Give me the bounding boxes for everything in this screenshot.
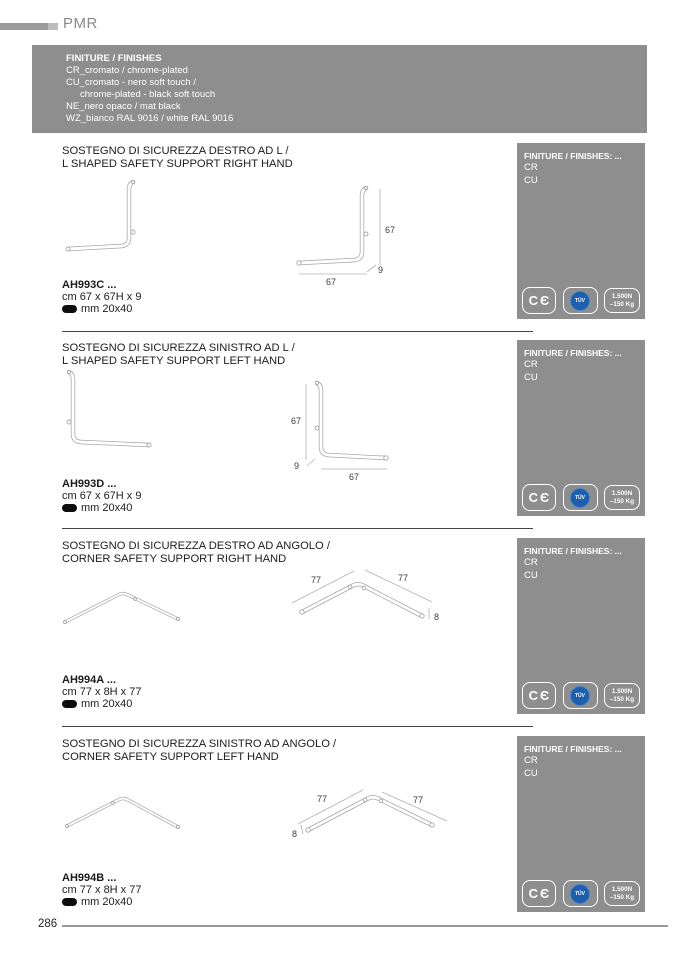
finish-code: CR	[524, 162, 538, 173]
ce-certification-icon: CЄ	[522, 880, 556, 907]
dim-label: 9	[378, 265, 384, 275]
dim-label: 67	[290, 416, 301, 426]
page-number: 286	[38, 918, 58, 930]
section-divider	[62, 726, 533, 727]
finishes-legend	[32, 45, 647, 133]
product-title-en: CORNER SAFETY SUPPORT RIGHT HAND	[62, 553, 287, 565]
finishes-panel	[517, 736, 645, 912]
certification-badges	[522, 682, 640, 709]
brand-label: PMR	[63, 15, 98, 32]
tuv-certification-icon: TÜV	[563, 682, 598, 709]
load-rating-badge: 1.500N –150 Kg	[604, 288, 640, 313]
product-tube: mm 20x40	[62, 698, 141, 710]
dim-label: 77	[316, 794, 328, 804]
finish-code: CR	[524, 557, 538, 568]
product-code-block	[62, 478, 141, 514]
product-title-en: CORNER SAFETY SUPPORT LEFT HAND	[62, 751, 279, 763]
brand-bar-tip	[48, 23, 58, 30]
dim-label: 77	[310, 575, 322, 585]
footer-rule	[62, 925, 668, 927]
product-title-it: SOSTEGNO DI SICUREZZA DESTRO AD ANGOLO /	[62, 540, 330, 552]
product-code-block	[62, 872, 141, 908]
tube-profile-icon	[62, 700, 77, 708]
legend-line: chrome-plated - black soft touch	[80, 89, 216, 101]
product-code: AH993D ...	[62, 478, 117, 490]
product-drawing-l-right	[55, 172, 405, 290]
product-section-ah994a	[0, 538, 677, 726]
product-title-en: L SHAPED SAFETY SUPPORT RIGHT HAND	[62, 158, 293, 170]
product-section-ah993d	[0, 340, 677, 528]
dim-label: 9	[293, 461, 299, 471]
product-drawing-l-left	[55, 362, 405, 490]
product-tube: mm 20x40	[62, 896, 141, 908]
product-dimensions: cm 67 x 67H x 9	[62, 490, 142, 502]
panel-title: FINITURE / FINISHES: ...	[524, 546, 622, 556]
ce-certification-icon: CЄ	[522, 287, 556, 314]
product-dimensions: cm 67 x 67H x 9	[62, 291, 142, 303]
ce-certification-icon: CЄ	[522, 484, 556, 511]
legend-line: CU_cromato - nero soft touch /	[66, 77, 196, 89]
product-code-block	[62, 279, 141, 315]
ce-certification-icon: CЄ	[522, 682, 556, 709]
dim-label: 67	[325, 277, 337, 287]
tube-profile-icon	[62, 504, 77, 512]
dim-label: 8	[291, 829, 297, 839]
tuv-certification-icon: TÜV	[563, 880, 598, 907]
finishes-panel	[517, 538, 645, 714]
section-divider	[62, 331, 533, 332]
product-drawing-corner-right	[55, 558, 455, 658]
dim-label: 77	[412, 795, 424, 805]
legend-line: WZ_bianco RAL 9016 / white RAL 9016	[66, 113, 234, 125]
product-dimensions: cm 77 x 8H x 77	[62, 884, 142, 896]
product-section-ah994b	[0, 736, 677, 924]
panel-title: FINITURE / FINISHES: ...	[524, 151, 622, 161]
product-drawing-corner-left	[55, 756, 455, 866]
finish-code: CR	[524, 755, 538, 766]
dim-label: 67	[348, 472, 360, 482]
finish-code: CR	[524, 359, 538, 370]
panel-title: FINITURE / FINISHES: ...	[524, 348, 622, 358]
dim-label: 77	[397, 573, 409, 583]
load-rating-badge: 1.500N –150 Kg	[604, 881, 640, 906]
product-code: AH993C ...	[62, 279, 117, 291]
section-divider	[62, 528, 533, 529]
product-title-en: L SHAPED SAFETY SUPPORT LEFT HAND	[62, 355, 286, 367]
finishes-panel	[517, 143, 645, 319]
certification-badges	[522, 484, 640, 511]
brand-bar	[0, 23, 48, 30]
product-title-it: SOSTEGNO DI SICUREZZA SINISTRO AD ANGOLO /	[62, 738, 337, 750]
product-tube: mm 20x40	[62, 303, 141, 315]
certification-badges	[522, 287, 640, 314]
legend-line: CR_cromato / chrome-plated	[66, 65, 188, 76]
product-title	[62, 145, 293, 171]
load-rating-badge: 1.500N –150 Kg	[604, 485, 640, 510]
tube-profile-icon	[62, 305, 77, 313]
finishes-panel	[517, 340, 645, 516]
product-title-it: SOSTEGNO DI SICUREZZA SINISTRO AD L /	[62, 342, 295, 354]
product-code: AH994A ...	[62, 674, 117, 686]
finish-code: CU	[524, 569, 538, 581]
product-code: AH994B ...	[62, 872, 117, 884]
panel-title: FINITURE / FINISHES: ...	[524, 744, 622, 754]
product-code-block	[62, 674, 141, 710]
legend-title: FINITURE / FINISHES	[66, 53, 162, 64]
legend-line: NE_nero opaco / mat black	[66, 101, 181, 113]
product-title-it: SOSTEGNO DI SICUREZZA DESTRO AD L /	[62, 145, 289, 157]
certification-badges	[522, 880, 640, 907]
product-section-ah993c	[0, 143, 677, 331]
load-rating-badge: 1.500N –150 Kg	[604, 683, 640, 708]
product-dimensions: cm 77 x 8H x 77	[62, 686, 142, 698]
finish-code: CU	[524, 767, 538, 779]
finish-code: CU	[524, 371, 538, 383]
tuv-certification-icon: TÜV	[563, 484, 598, 511]
finish-code: CU	[524, 174, 538, 186]
tuv-certification-icon: TÜV	[563, 287, 598, 314]
dim-label: 67	[385, 225, 396, 235]
dim-label: 8	[434, 612, 440, 622]
tube-profile-icon	[62, 898, 77, 906]
product-tube: mm 20x40	[62, 502, 141, 514]
